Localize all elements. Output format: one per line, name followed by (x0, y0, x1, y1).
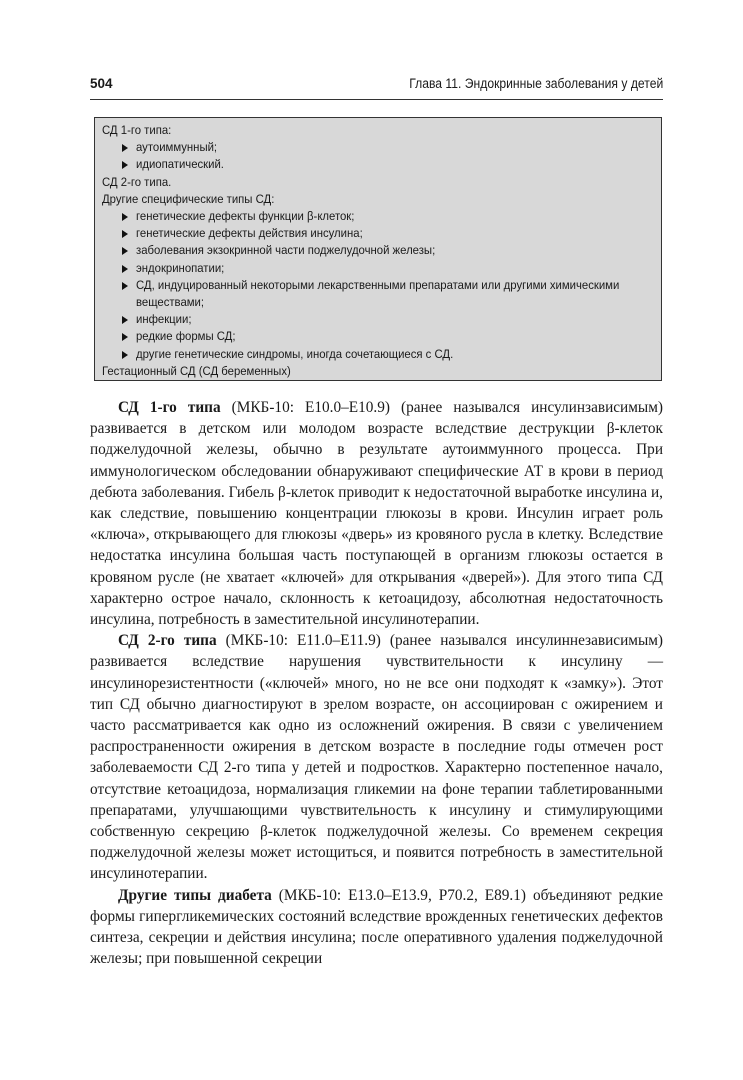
type2-title: СД 2-го типа. (102, 174, 172, 189)
bullet-triangle-icon (122, 282, 128, 290)
bullet-triangle-icon (122, 265, 128, 273)
classification-box (94, 117, 662, 381)
list-item: инфекции; (102, 311, 653, 328)
gestational-title: Гестационный СД (СД беременных) (102, 363, 291, 378)
bullet-triangle-icon (122, 333, 128, 341)
paragraph-term: СД 2-го типа (118, 632, 217, 650)
bullet-triangle-icon (122, 213, 128, 221)
chapter-title: Глава 11. Эндокринные заболевания у детей (408, 76, 663, 91)
page-number: 504 (90, 76, 113, 91)
bullet-triangle-icon (122, 144, 128, 152)
list-item: другие генетические синдромы, иногда сочетающиеся с СД. (102, 346, 653, 363)
list-item: генетические дефекты функции β-клеток; (102, 208, 653, 225)
other-types-title: Другие специфические типы СД: (102, 191, 275, 206)
list-item: СД, индуцированный некоторыми лекарственными препаратами или другими химическими веществами; (102, 277, 653, 311)
bullet-triangle-icon (122, 351, 128, 359)
body-text (90, 397, 663, 969)
bullet-triangle-icon (122, 161, 128, 169)
list-item: эндокринопатии; (102, 260, 653, 277)
paragraph-type1 (90, 397, 663, 630)
bullet-triangle-icon (122, 316, 128, 324)
header-rule (90, 99, 663, 100)
paragraph-type2 (90, 630, 663, 884)
paragraph-text: (МКБ-10: E13.0–E13.9, P70.2, E89.1) объединяют редкие формы гипергликемических состояний вследствие врожденных генетических дефектов синтеза, секреции и действия инсулина; после оперативного удаления поджелудочной железы; при повышенной секреции (90, 886, 664, 968)
type1-title: СД 1-го типа: (102, 123, 172, 137)
paragraph-term: Другие типы диабета (118, 886, 272, 904)
running-header (90, 74, 663, 96)
paragraph-other-types (90, 885, 663, 970)
bullet-triangle-icon (122, 230, 128, 238)
list-item: генетические дефекты действия инсулина; (102, 225, 653, 242)
list-item: аутоиммунный; (102, 139, 653, 156)
bullet-triangle-icon (122, 247, 128, 255)
list-item: идиопатический. (102, 156, 653, 173)
list-item: заболевания экзокринной части поджелудочной железы; (102, 242, 653, 259)
paragraph-term: СД 1-го типа (118, 399, 221, 416)
paragraph-text: (МКБ-10: E11.0–E11.9) (ранее назывался инсулиннезависимым) развивается вследствие нарушения чувствительности к инсулину — инсулинорезистентности («ключей» много, но не все они подходят к «замку»). Этот тип СД обычно диагностируют в зрелом возрасте, он ассоциирован с ожирением и часто рассматривается как одно из осложнений ожирения. В связи с увеличением распространенности ожирения в детском возрасте в последние годы отмечен рост заболеваемости СД 2-го типа у детей и подростков. Характерно постепенное начало, отсутствие кетоацидоза, нормализация гликемии на фоне терапии таблетированными препаратами, улучшающими чувствительность к инсулину и стимулирующими собственную секрецию β-клеток поджелудочной железы. Со временем секреция поджелудочной железы может истощиться, и появится потребность в заместительной инсулинотерапии. (90, 632, 663, 883)
paragraph-text: (МКБ-10: E10.0–E10.9) (ранее назывался инсулинзависимым) развивается в детском или молодом возрасте вследствие деструкции β-клеток поджелудочной железы, обычно в результате аутоиммунного процесса. При иммунологическом обследовании обнаруживают специфические АТ в крови в период дебюта заболевания. Гибель β-клеток приводит к недостаточной выработке инсулина и, как следствие, повышению концентрации глюкозы в крови. Инсулин играет роль «ключа», открывающего для глюкозы «дверь» из кровяного русла в клетку. Вследствие недостатка инсулина большая часть поступающей в организм глюкозы остается в кровяном русле (не хватает «ключей» для открывания «дверей»). Для этого типа СД характерно острое начало, склонность к кетоацидозу, абсолютная недостаточность инсулина, потребность в заместительной инсулинотерапии. (90, 399, 663, 629)
list-item: редкие формы СД; (102, 328, 653, 345)
